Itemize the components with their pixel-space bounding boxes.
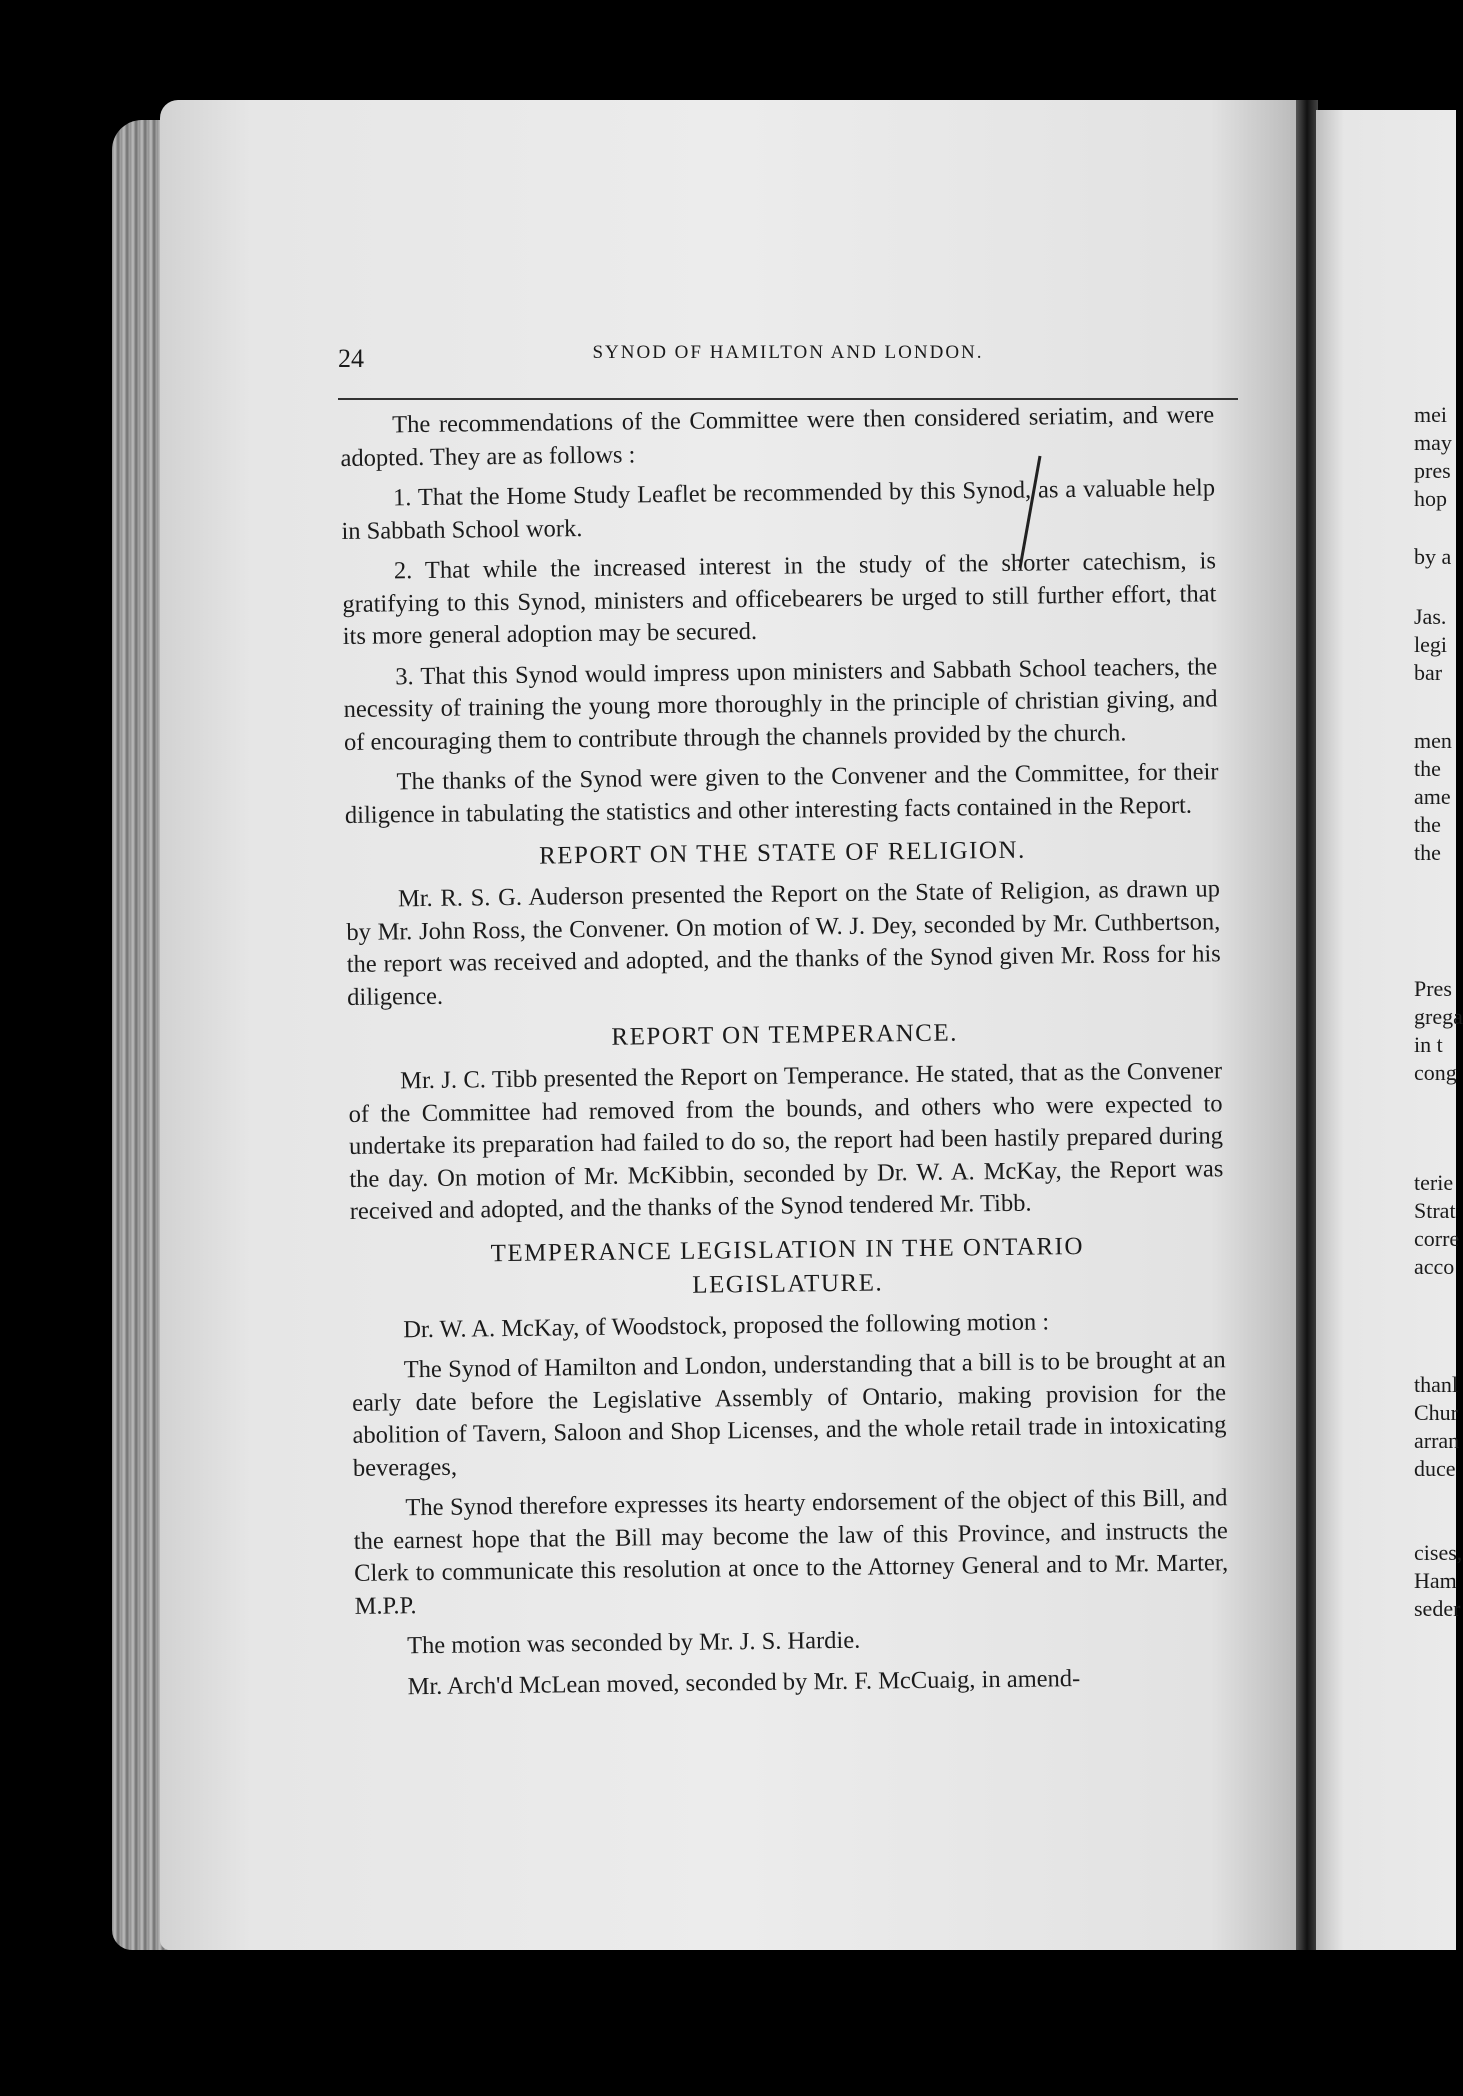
heading-line: TEMPERANCE LEGISLATION IN THE ONTARIO — [490, 1232, 1085, 1267]
facing-fragment: mei — [1414, 402, 1447, 427]
section-heading — [350, 1228, 1225, 1307]
facing-fragment: cises, — [1414, 1540, 1463, 1565]
facing-fragment: terie — [1414, 1170, 1454, 1195]
facing-fragment: the — [1414, 756, 1441, 781]
facing-fragment: legi — [1414, 632, 1447, 657]
section-heading: REPORT ON TEMPERANCE. — [611, 1019, 959, 1051]
paragraph: The Synod therefore expresses its hearty endorsement of the object of this Bill, and the earnest hope that the Bill may become the law of this Province, and instructs the Clerk to communicate this resolution at once to the Attorney General and to Mr. Marter, M.P.P. — [353, 1484, 1229, 1620]
facing-fragment: bar — [1414, 660, 1443, 685]
page-body — [340, 399, 1230, 1712]
paragraph: The recommendations of the Committee were then considered seriatim, and were adopted. They are as follows : — [340, 401, 1215, 472]
facing-fragment: pres — [1414, 458, 1451, 483]
paragraph: The motion was seconded by Mr. J. S. Hardie. — [406, 1626, 861, 1660]
facing-fragment: Chur — [1414, 1400, 1458, 1425]
list-item: 3. That this Synod would impress upon ministers and Sabbath School teachers, the necessity of training the young more thoroughly in the principle of christian giving, and of encouraging them to contribute through the channels provided by the church. — [343, 652, 1218, 756]
facing-fragment: cong — [1414, 1060, 1457, 1085]
facing-fragment: hop — [1414, 486, 1447, 511]
facing-fragment: the — [1414, 812, 1441, 837]
facing-fragment: Strat — [1414, 1198, 1456, 1223]
facing-fragment: in t — [1414, 1032, 1443, 1057]
facing-page-text — [1414, 392, 1463, 1662]
facing-fragment: the — [1414, 840, 1441, 865]
facing-fragment: Jas. — [1414, 604, 1447, 629]
heading-line: LEGISLATURE. — [692, 1268, 884, 1299]
facing-fragment: corre — [1414, 1226, 1460, 1251]
list-item: 1. That the Home Study Leaflet be recommended by this Synod, as a valuable help in Sabbath School work. — [341, 474, 1216, 545]
paragraph: The Synod of Hamilton and London, understanding that a bill is to be brought at an early date before the Legislative Assembly of Ontario, making provision for the abolition of Tavern, Saloon and Shop Licenses, and the whole retail trade in intoxicating beverages, — [351, 1346, 1227, 1482]
facing-fragment: Ham — [1414, 1568, 1457, 1593]
paragraph: Dr. W. A. McKay, of Woodstock, proposed the following motion : — [403, 1307, 1050, 1343]
page-number: 24 — [338, 344, 364, 373]
facing-fragment: thanl — [1414, 1372, 1458, 1397]
paragraph: Mr. R. S. G. Auderson presented the Report on the State of Religion, as drawn up by Mr. John Ross, the Convener. On motion of W. J. Dey, seconded by Mr. Cuthbertson, the report was received and adopted, and the thanks of the Synod given Mr. Ross for his diligence. — [346, 875, 1221, 1011]
list-item: 2. That while the increased interest in the study of the shorter catechism, is gratifying to this Synod, ministers and officebearers be urged to still further effort, that its more general adoption may be secured. — [342, 547, 1217, 650]
section-heading: REPORT ON THE STATE OF RELIGION. — [538, 836, 1026, 870]
paragraph: The thanks of the Synod were given to the Convener and the Committee, for their diligence in tabulating the statistics and other interesting facts contained in the Report. — [344, 758, 1219, 829]
facing-fragment: grega — [1414, 1004, 1463, 1029]
book-gutter — [1296, 100, 1318, 1950]
facing-fragment: arran — [1414, 1428, 1460, 1453]
paragraph: Mr. Arch'd McLean moved, seconded by Mr. F. McCuaig, in amend- — [407, 1664, 1081, 1700]
running-head: SYNOD OF HAMILTON AND LONDON. — [592, 342, 984, 363]
page-header — [338, 332, 1238, 372]
facing-fragment: by a — [1414, 544, 1452, 569]
facing-fragment: Pres — [1414, 976, 1452, 1001]
facing-fragment: acco — [1414, 1254, 1455, 1279]
facing-fragment: seder — [1414, 1596, 1461, 1621]
facing-fragment: ame — [1414, 784, 1451, 809]
facing-fragment: may — [1414, 430, 1452, 455]
facing-fragment: men — [1414, 728, 1452, 753]
facing-fragment: duce — [1414, 1456, 1456, 1481]
paragraph: Mr. J. C. Tibb presented the Report on Temperance. He stated, that as the Convener of the Committee had removed from the bounds, and others who were expected to undertake its preparation had failed to do so, the report had been hastily prepared during the day. On motion of Mr. McKibbin, seconded by Dr. W. A. McKay, the Report was received and adopted, and the thanks of the Synod tendered Mr. Tibb. — [348, 1057, 1224, 1225]
